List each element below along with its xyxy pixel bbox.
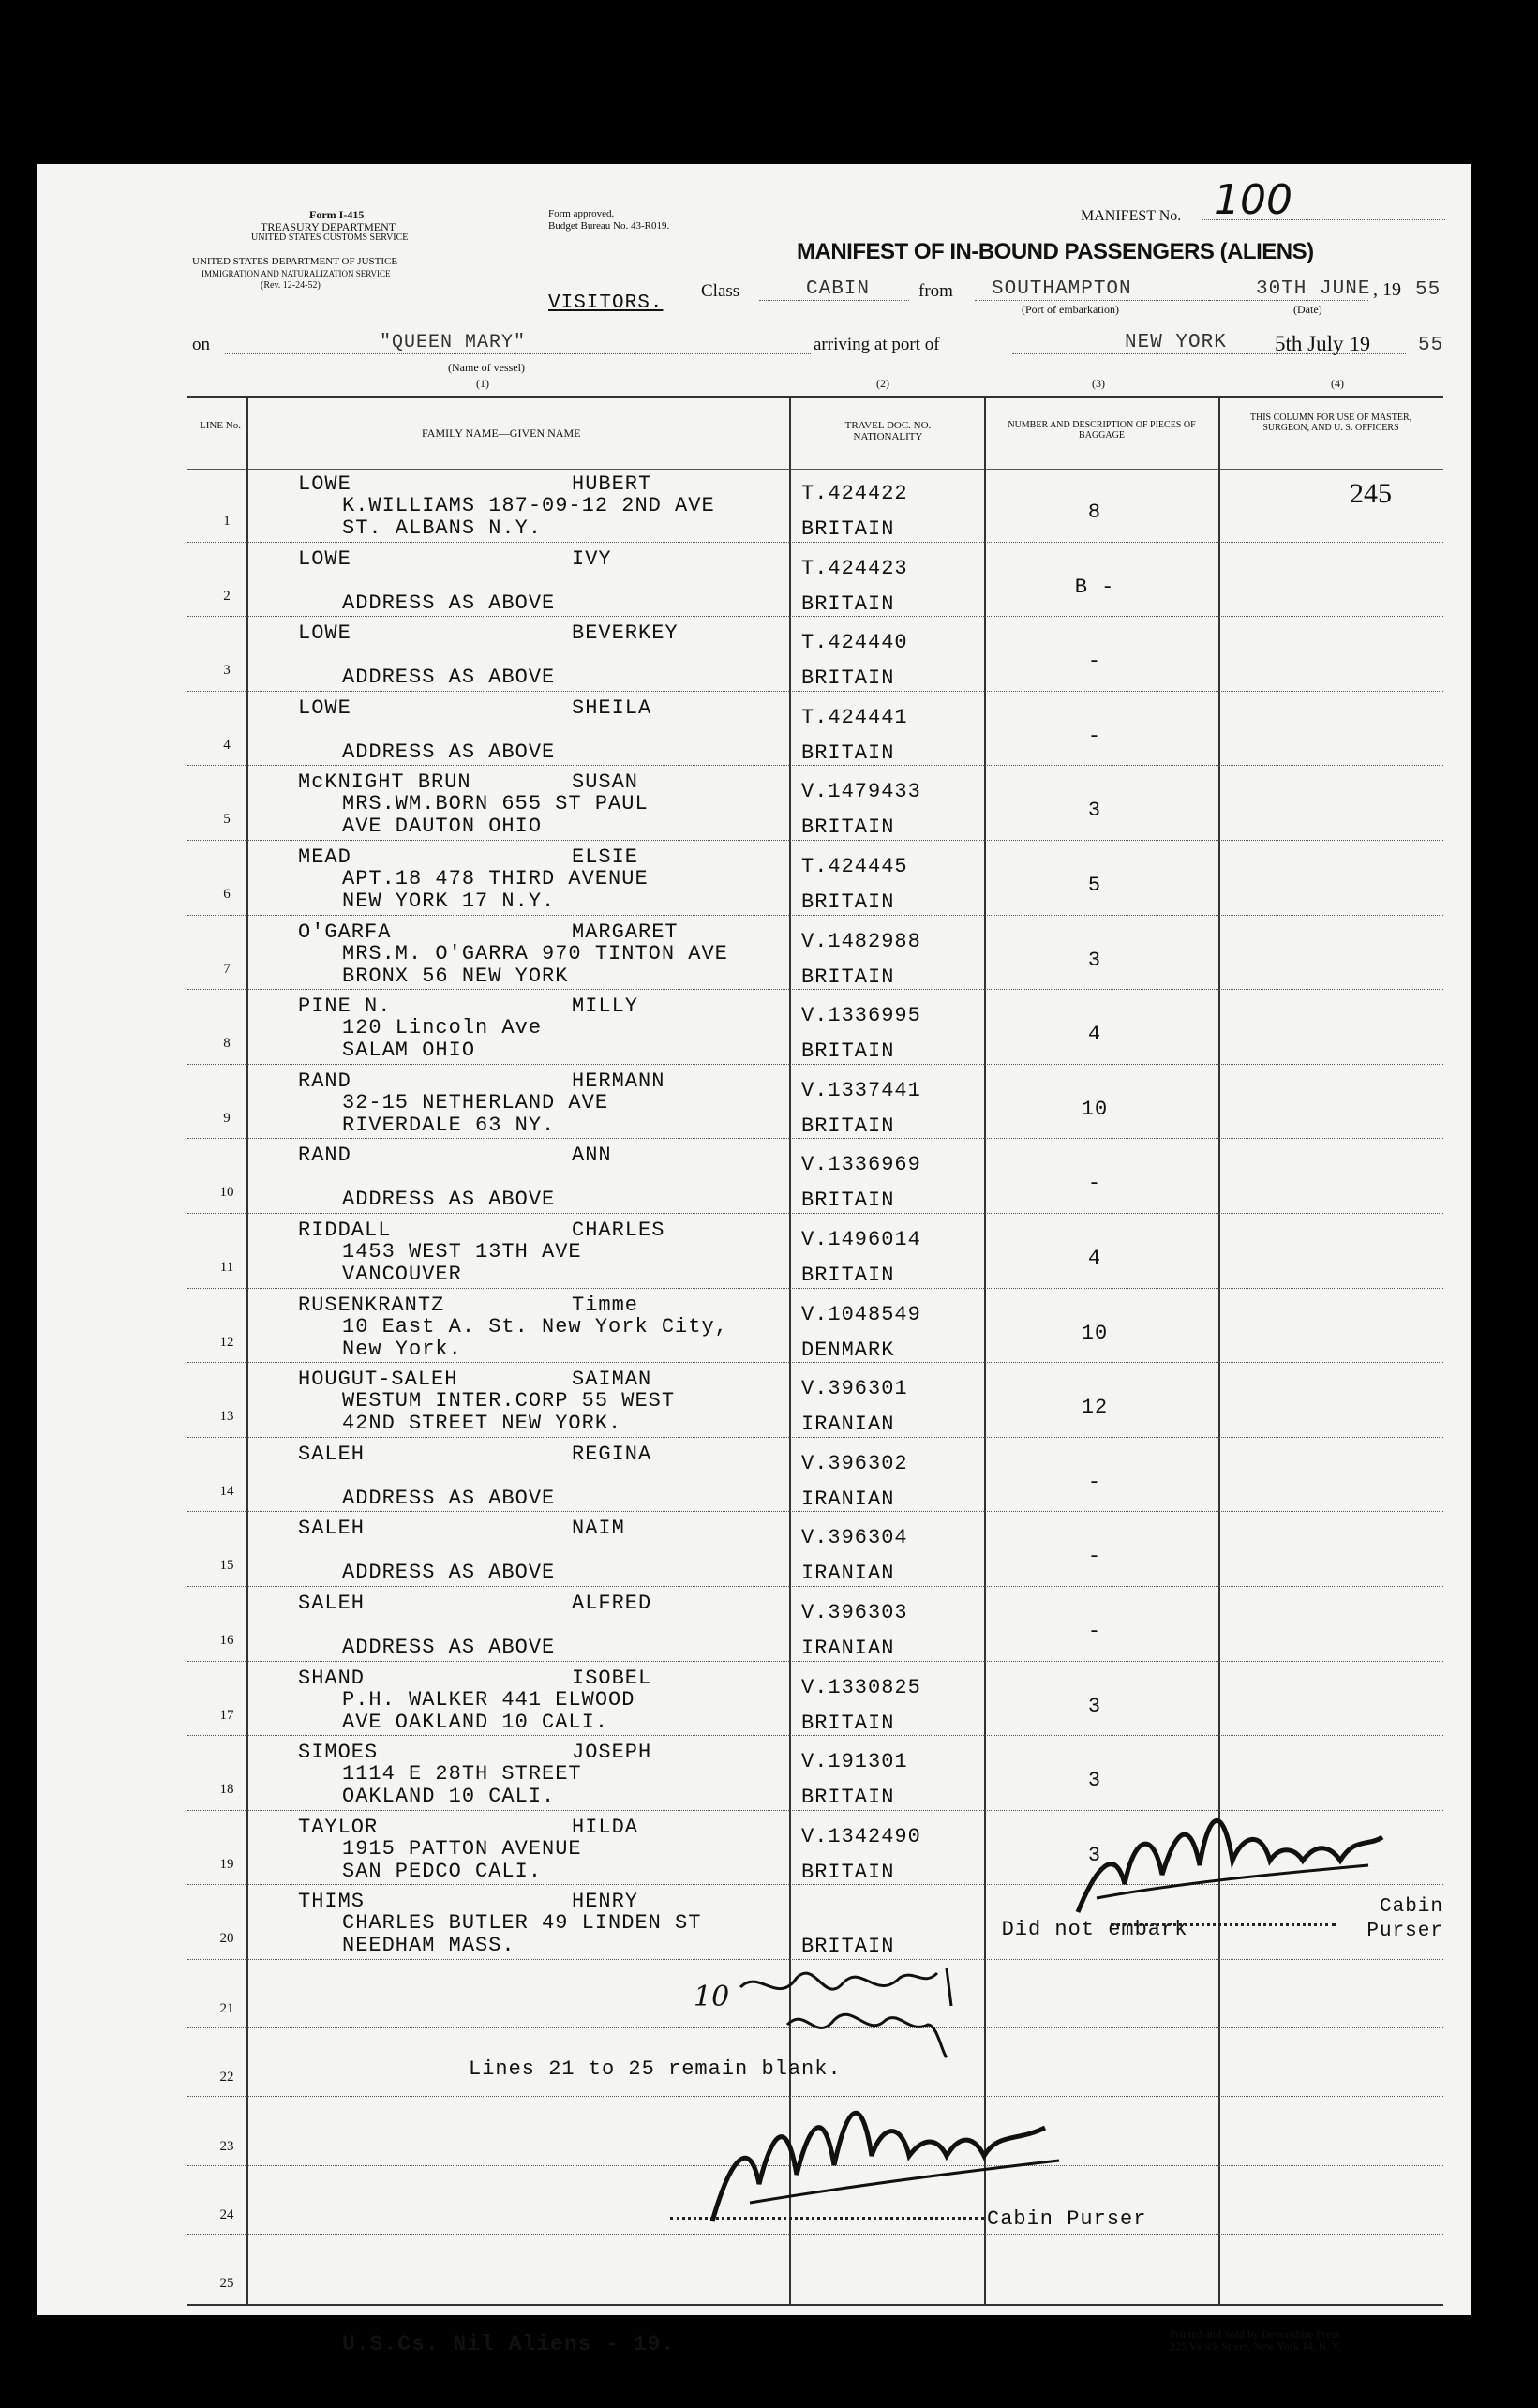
nationality: BRITAIN [801, 1264, 895, 1287]
table-row [187, 1439, 1443, 1514]
year-prefix: , 19 [1373, 279, 1401, 300]
line-number: 24 [219, 2206, 234, 2222]
address-line-2: BRONX 56 NEW YORK [342, 964, 569, 988]
table-row [187, 618, 1443, 693]
given-name: BEVERKEY [572, 621, 679, 646]
given-name: MILLY [572, 995, 639, 1019]
table-row [187, 1364, 1443, 1439]
given-name: ELSIE [572, 845, 639, 869]
address-line-2: ADDRESS AS ABOVE [342, 1636, 556, 1659]
address-line-2: New York. [342, 1337, 462, 1361]
table-row [187, 991, 1443, 1066]
given-name: REGINA [572, 1442, 652, 1466]
baggage-count: 3 [1087, 948, 1102, 972]
line-number: 3 [223, 663, 231, 679]
nationality: BRITAIN [801, 1039, 895, 1064]
manifest-number: 100 [1214, 176, 1292, 224]
arrival-year-prefix: 19 [1350, 332, 1370, 355]
given-name: ANN [572, 1144, 612, 1168]
vessel-name: "QUEEN MARY" [225, 332, 811, 354]
year-suffix: 55 [1415, 279, 1441, 301]
line-number: 22 [219, 2070, 234, 2086]
given-name: ALFRED [572, 1592, 652, 1615]
address-line-2: AVE DAUTON OHIO [342, 815, 543, 839]
address-line-2: RIVERDALE 63 NY. [342, 1113, 556, 1137]
address-line-1: WESTUM INTER.CORP 55 WEST [342, 1389, 676, 1413]
baggage-count: Did not embark [1001, 1918, 1188, 1942]
table-row [187, 1513, 1443, 1588]
baggage-count: - [1087, 1545, 1102, 1569]
given-name: HUBERT [572, 472, 652, 496]
family-name: RAND [298, 1144, 351, 1168]
col-mark-3: (3) [1092, 377, 1105, 390]
line-number: 25 [219, 2275, 234, 2291]
nationality: BRITAIN [801, 815, 895, 840]
travel-doc-no: V.191301 [801, 1750, 908, 1774]
travel-doc-no: V.396302 [801, 1451, 908, 1475]
address-line-2: ADDRESS AS ABOVE [342, 1188, 556, 1212]
address-line-2: 42ND STREET NEW YORK. [342, 1412, 622, 1436]
address-line-2: ADDRESS AS ABOVE [342, 666, 556, 690]
on-label: on [192, 335, 210, 354]
given-name: CHARLES [572, 1219, 665, 1242]
arrival-year-suffix: 55 [1418, 335, 1444, 356]
table-row [187, 469, 1443, 544]
date-caption: (Date) [1293, 303, 1322, 316]
family-name: LOWE [298, 695, 351, 720]
travel-doc-no: T.424423 [801, 556, 908, 580]
address-line-1: K.WILLIAMS 187-09-12 2ND AVE [342, 494, 715, 517]
address-line-2: ADDRESS AS ABOVE [342, 1486, 556, 1510]
nationality: BRITAIN [801, 591, 895, 616]
footer-aliens-count: U.S.Cs. Nil Aliens - 19. [342, 2332, 676, 2356]
nationality: IRANIAN [801, 1413, 895, 1437]
given-name: Timme [572, 1293, 639, 1317]
address-line-1: APT.18 478 THIRD AVENUE [342, 867, 649, 890]
travel-doc-no: V.396304 [801, 1526, 908, 1550]
address-line-2: ST. ALBANS N.Y. [342, 516, 543, 540]
table-row [187, 1215, 1443, 1290]
address-line-1: 10 East A. St. New York City, [342, 1314, 728, 1339]
baggage-count: 3 [1087, 799, 1102, 823]
line-number: 17 [219, 1707, 234, 1723]
nationality: BRITAIN [801, 666, 895, 691]
treasury-label: TREASURY DEPARTMENT [261, 220, 396, 233]
table-row-blank [187, 2236, 1443, 2304]
baggage-count: 3 [1087, 1769, 1102, 1793]
officer-note: 245 [1350, 478, 1392, 509]
baggage-count: - [1087, 1172, 1102, 1196]
address-line-2: NEW YORK 17 N.Y. [342, 890, 556, 913]
given-name: HERMANN [572, 1069, 665, 1093]
baggage-count: 5 [1087, 874, 1102, 897]
row-divider [187, 915, 1443, 916]
address-line-1: CHARLES BUTLER 49 LINDEN ST [342, 1911, 702, 1936]
nationality: DENMARK [801, 1338, 895, 1362]
printer-line-2: 225 Varick Street, New York 14, N. Y. [1170, 2340, 1342, 2353]
baggage-count: 10 [1081, 1321, 1109, 1345]
immigration-label: IMMIGRATION AND NATURALIZATION SERVICE [202, 269, 391, 278]
given-name: HILDA [572, 1815, 639, 1839]
port-caption: (Port of embarkation) [1022, 303, 1119, 316]
address-line-2: ADDRESS AS ABOVE [342, 1561, 556, 1585]
table-top-rule [187, 396, 1443, 398]
address-line-2: OAKLAND 10 CALI. [342, 1785, 556, 1809]
line-number: 11 [219, 1260, 234, 1275]
purser-label-upper: Cabin Purser [1366, 1896, 1443, 1942]
baggage-count: B - [1074, 575, 1115, 599]
inspector-signature [684, 1950, 1022, 2062]
nationality: BRITAIN [801, 890, 895, 914]
row-divider [187, 616, 1443, 617]
justice-label: UNITED STATES DEPARTMENT OF JUSTICE [192, 256, 398, 267]
form-number: Form I-415 [309, 208, 365, 221]
line-number: 19 [219, 1856, 234, 1872]
given-name: JOSEPH [572, 1741, 652, 1765]
travel-doc-no: V.396303 [801, 1601, 908, 1624]
address-line-1: 32-15 NETHERLAND AVE [342, 1090, 609, 1114]
row-divider [187, 542, 1443, 543]
nationality: BRITAIN [801, 965, 895, 989]
nationality: BRITAIN [801, 1860, 895, 1884]
address-line-2: VANCOUVER [342, 1263, 462, 1286]
given-name: ISOBEL [572, 1666, 652, 1690]
line-number: 18 [219, 1782, 234, 1798]
table-row [187, 1737, 1443, 1812]
row-divider [187, 2234, 1443, 2235]
baggage-count: 12 [1081, 1396, 1109, 1420]
address-line-2: SAN PEDCO CALI. [342, 1859, 543, 1883]
table-row [187, 1588, 1443, 1663]
travel-doc-no: T.424440 [801, 631, 908, 655]
row-divider [187, 1213, 1443, 1214]
nationality: BRITAIN [801, 1786, 895, 1810]
address-line-1: P.H. WALKER 441 ELWOOD [342, 1687, 635, 1712]
row-divider [187, 1437, 1443, 1438]
customs-label: UNITED STATES CUSTOMS SERVICE [251, 232, 409, 243]
table-row [187, 693, 1443, 768]
row-divider [187, 1511, 1443, 1512]
baggage-count: - [1087, 1620, 1102, 1643]
col-header-baggage: NUMBER AND DESCRIPTION OF PIECES OF BAGGAGE [1008, 420, 1196, 441]
row-divider [187, 1735, 1443, 1736]
table-row [187, 842, 1443, 917]
given-name: SUSAN [572, 770, 639, 795]
vessel-caption: (Name of vessel) [448, 361, 525, 374]
nationality: BRITAIN [801, 517, 895, 541]
revision-label: (Rev. 12-24-52) [261, 280, 321, 291]
row-divider [187, 1064, 1443, 1065]
travel-doc-no: T.424441 [801, 705, 908, 729]
travel-doc-no: V.1479433 [801, 780, 921, 804]
arrival-port: NEW YORK [1012, 332, 1406, 354]
family-name: HOUGUT-SALEH [298, 1368, 458, 1392]
family-name: SALEH [298, 1517, 366, 1541]
given-name: IVY [572, 546, 612, 571]
address-line-1: MRS.M. O'GARRA 970 TINTON AVE [342, 941, 728, 965]
embark-port: SOUTHAMPTON [975, 278, 1209, 301]
purser-signature [1059, 1809, 1396, 1931]
line-number: 16 [219, 1633, 234, 1648]
table-row [187, 1140, 1443, 1215]
address-line-1: 120 Lincoln Ave [342, 1016, 543, 1040]
row-divider [187, 989, 1443, 990]
form-approved: Form approved. [548, 208, 615, 219]
family-name: PINE N. [298, 995, 392, 1019]
line-number: 8 [223, 1036, 231, 1052]
address-line-2: AVE OAKLAND 10 CALI. [342, 1710, 609, 1734]
family-name: O'GARFA [298, 920, 392, 944]
family-name: RIDDALL [298, 1219, 392, 1242]
class-value: CABIN [759, 278, 909, 301]
travel-doc-no: T.424422 [801, 482, 908, 505]
address-line-1: 1915 PATTON AVENUE [342, 1836, 582, 1861]
table-row [187, 1663, 1443, 1738]
baggage-count: 4 [1087, 1247, 1102, 1270]
address-line-2: ADDRESS AS ABOVE [342, 591, 556, 615]
row-divider [187, 1138, 1443, 1139]
nationality: IRANIAN [801, 1562, 895, 1586]
travel-doc-no: V.1337441 [801, 1078, 921, 1102]
col-header-doc: TRAVEL DOC. NO. NATIONALITY [844, 420, 932, 442]
visitors-label: VISITORS. [548, 292, 664, 314]
address-line-2: SALAM OHIO [342, 1039, 476, 1063]
travel-doc-no: V.1048549 [801, 1302, 921, 1326]
line-number: 9 [223, 1110, 231, 1126]
given-name: SAIMAN [572, 1368, 652, 1392]
printer-line-1: Printed and Sold by Devonshire Press [1170, 2327, 1340, 2341]
line-number: 20 [219, 1931, 234, 1947]
table-row [187, 917, 1443, 992]
given-name: NAIM [572, 1517, 625, 1541]
family-name: SIMOES [298, 1741, 379, 1765]
col-header-officers: THIS COLUMN FOR USE OF MASTER, SURGEON, AND U. S. OFFICERS [1249, 412, 1412, 433]
travel-doc-no: T.424445 [801, 855, 908, 878]
line-number: 6 [223, 887, 231, 902]
arrival-date: 5th July [1275, 332, 1344, 355]
nationality: BRITAIN [801, 740, 895, 765]
baggage-count: - [1087, 1470, 1102, 1494]
svg-text:10: 10 [694, 1981, 730, 2013]
col-mark-4: (4) [1331, 377, 1344, 390]
blank-lines-note: Lines 21 to 25 remain blank. [469, 2057, 842, 2081]
table-row [187, 1290, 1443, 1365]
line-number: 12 [219, 1334, 234, 1350]
line-number: 1 [223, 514, 231, 529]
family-name: TAYLOR [298, 1815, 379, 1839]
travel-doc-no: V.1482988 [801, 929, 921, 953]
travel-doc-no: V.1336995 [801, 1004, 921, 1028]
row-divider [187, 765, 1443, 766]
manifest-title: MANIFEST OF IN-BOUND PASSENGERS (ALIENS) [797, 239, 1314, 264]
travel-doc-no: V.396301 [801, 1377, 908, 1401]
family-name: MEAD [298, 845, 351, 869]
family-name: SALEH [298, 1442, 366, 1466]
travel-doc-no: V.1330825 [801, 1675, 921, 1699]
table-row [187, 544, 1443, 619]
given-name: HENRY [572, 1890, 639, 1914]
line-number: 15 [219, 1558, 234, 1574]
travel-doc-no: V.1496014 [801, 1228, 921, 1251]
row-divider [187, 1362, 1443, 1363]
travel-doc-no: V.1342490 [801, 1824, 921, 1848]
address-line-1: 1114 E 28TH STREET [342, 1762, 582, 1787]
travel-doc-no: V.1336969 [801, 1153, 921, 1177]
baggage-count: - [1087, 650, 1102, 674]
line-number: 21 [219, 2001, 234, 2017]
nationality: BRITAIN [801, 1935, 895, 1959]
baggage-count: 3 [1087, 1694, 1102, 1718]
manifest-no-label: MANIFEST No. [1081, 208, 1182, 224]
budget-bureau: Budget Bureau No. 43-R019. [548, 220, 670, 232]
baggage-count: 10 [1081, 1097, 1109, 1121]
family-name: THIMS [298, 1890, 366, 1914]
line-number: 14 [219, 1483, 234, 1499]
col-mark-2: (2) [876, 377, 889, 390]
given-name: MARGARET [572, 920, 679, 944]
nationality: IRANIAN [801, 1637, 895, 1660]
purser-label-bottom: Cabin Purser [987, 2207, 1147, 2231]
family-name: SHAND [298, 1666, 366, 1690]
baggage-count: - [1087, 724, 1102, 748]
table-bottom-rule [187, 2304, 1443, 2306]
family-name: LOWE [298, 621, 351, 646]
line-number: 23 [219, 2138, 234, 2154]
row-divider [187, 1661, 1443, 1662]
nationality: BRITAIN [801, 1189, 895, 1213]
line-number: 4 [223, 737, 231, 753]
family-name: RUSENKRANTZ [298, 1293, 445, 1317]
row-divider [187, 1288, 1443, 1289]
from-label: from [918, 281, 953, 301]
given-name: SHEILA [572, 695, 652, 720]
arriving-label: arriving at port of [814, 335, 940, 354]
table-row [187, 1066, 1443, 1141]
class-label: Class [701, 281, 740, 301]
baggage-count: 4 [1087, 1023, 1102, 1047]
family-name: LOWE [298, 472, 351, 496]
family-name: SALEH [298, 1592, 366, 1615]
purser-signature-bottom [694, 2090, 1068, 2231]
row-divider [187, 691, 1443, 692]
embark-date: 30TH JUNE [1209, 278, 1368, 301]
baggage-count: 3 [1087, 1843, 1102, 1867]
col-header-line: LINE No. [200, 420, 241, 431]
line-number: 7 [223, 961, 231, 977]
address-line-2: NEEDHAM MASS. [342, 1934, 515, 1958]
nationality: BRITAIN [801, 1711, 895, 1735]
table-row [187, 767, 1443, 842]
family-name: RAND [298, 1069, 351, 1093]
address-line-1: MRS.WM.BORN 655 ST PAUL [342, 792, 649, 816]
row-divider [187, 1586, 1443, 1587]
row-divider [187, 840, 1443, 841]
line-number: 13 [219, 1409, 234, 1425]
nationality: BRITAIN [801, 1114, 895, 1138]
col-mark-1: (1) [476, 377, 489, 390]
baggage-count: 8 [1087, 501, 1102, 524]
line-number: 2 [223, 588, 231, 604]
line-number: 10 [219, 1185, 234, 1201]
col-header-name: FAMILY NAME—GIVEN NAME [422, 426, 581, 440]
family-name: LOWE [298, 546, 351, 571]
line-number: 5 [223, 812, 231, 828]
family-name: McKNIGHT BRUN [298, 770, 471, 795]
nationality: IRANIAN [801, 1487, 895, 1511]
address-line-2: ADDRESS AS ABOVE [342, 740, 556, 764]
address-line-1: 1453 WEST 13TH AVE [342, 1240, 582, 1264]
